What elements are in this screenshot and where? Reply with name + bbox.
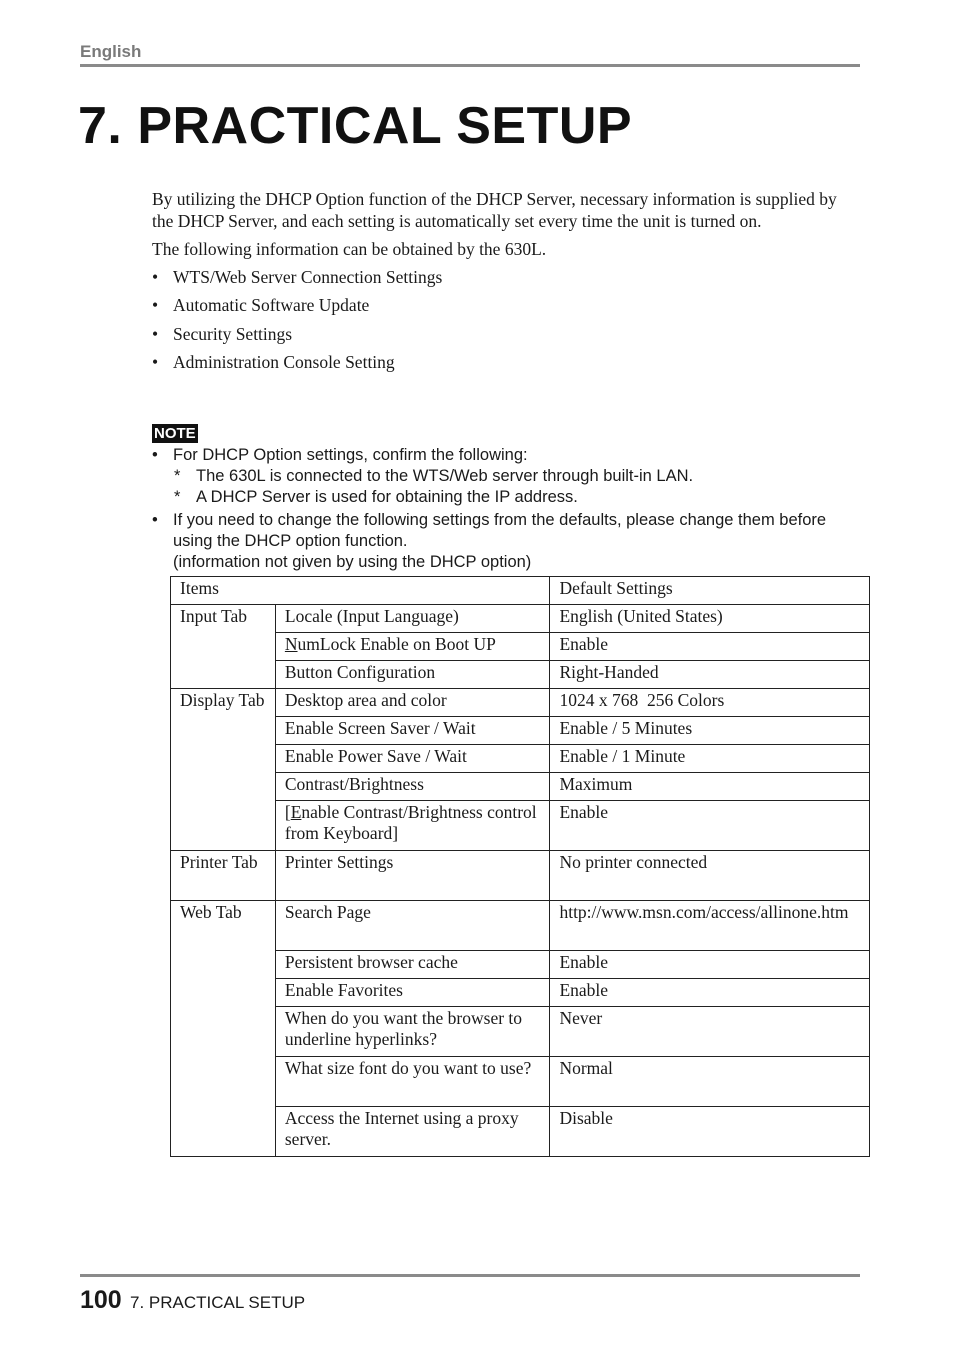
setting-name: Enable Favorites xyxy=(275,979,550,1007)
note-item: • If you need to change the following settings from the defaults, please change them before using the DHCP option function. (information not given by using the DHCP option) xyxy=(152,511,827,571)
table-row xyxy=(171,633,870,661)
setting-value: Never xyxy=(550,1007,870,1057)
list-item: • WTS/Web Server Connection Settings xyxy=(152,266,443,287)
table-row xyxy=(171,951,870,979)
header-divider xyxy=(80,64,860,67)
intro-section xyxy=(152,189,858,381)
setting-name: NumLock Enable on Boot UP xyxy=(275,633,550,661)
chapter-title: 7. PRACTICAL SETUP xyxy=(78,97,633,155)
list-item: • Administration Console Setting xyxy=(152,352,395,372)
setting-value: Enable xyxy=(550,633,870,661)
setting-value: Maximum xyxy=(550,773,870,801)
group-web-tab: Web Tab xyxy=(171,901,276,1157)
list-item: • Automatic Software Update xyxy=(152,295,370,315)
table-row xyxy=(171,901,870,951)
setting-name: When do you want the browser to underline hyperlinks? xyxy=(275,1007,550,1057)
setting-value: Right-Handed xyxy=(550,661,870,689)
footer-divider xyxy=(80,1274,860,1277)
page-number: 100 xyxy=(80,1286,122,1314)
setting-name: What size font do you want to use? xyxy=(275,1057,550,1107)
table-row xyxy=(171,745,870,773)
note-item: • For DHCP Option settings, confirm the following: xyxy=(152,446,528,464)
setting-value: Enable / 5 Minutes xyxy=(550,717,870,745)
intro-paragraph: By utilizing the DHCP Option function of the DHCP Server, necessary information is supplied by the DHCP Server, and each setting is automatically set every time the unit is turned on. xyxy=(152,189,837,231)
setting-name: Search Page xyxy=(275,901,550,951)
note-subitem: * A DHCP Server is used for obtaining the IP address. xyxy=(174,488,578,506)
header-items: Items xyxy=(171,577,550,605)
default-settings-table xyxy=(170,576,870,1157)
setting-value: 1024 x 768 256 Colors xyxy=(550,689,870,717)
setting-name: Enable Power Save / Wait xyxy=(275,745,550,773)
table-row xyxy=(171,801,870,851)
setting-value: Disable xyxy=(550,1107,870,1157)
setting-name: Contrast/Brightness xyxy=(275,773,550,801)
setting-name: Desktop area and color xyxy=(275,689,550,717)
table-row xyxy=(171,661,870,689)
setting-value: Normal xyxy=(550,1057,870,1107)
table-row xyxy=(171,773,870,801)
group-input-tab: Input Tab xyxy=(171,605,276,689)
note-subitem: * The 630L is connected to the WTS/Web server through built-in LAN. xyxy=(174,467,694,485)
info-list xyxy=(152,267,858,374)
setting-value: Enable xyxy=(550,951,870,979)
setting-value: http://www.msn.com/access/allinone.htm xyxy=(550,901,870,951)
setting-name: Access the Internet using a proxy server. xyxy=(275,1107,550,1157)
setting-name: [Enable Contrast/Brightness control from Keyboard] xyxy=(275,801,550,851)
table-row xyxy=(171,605,870,633)
table-row xyxy=(171,717,870,745)
language-label: English xyxy=(80,42,142,61)
setting-value: Enable xyxy=(550,801,870,851)
setting-name: Persistent browser cache xyxy=(275,951,550,979)
table-row xyxy=(171,689,870,717)
group-display-tab: Display Tab xyxy=(171,689,276,851)
setting-name: Enable Screen Saver / Wait xyxy=(275,717,550,745)
table-row xyxy=(171,1007,870,1057)
setting-value: Enable xyxy=(550,979,870,1007)
table-row xyxy=(171,1057,870,1107)
setting-value: No printer connected xyxy=(550,851,870,901)
table-header-row xyxy=(171,577,870,605)
setting-name: Button Configuration xyxy=(275,661,550,689)
setting-value: English (United States) xyxy=(550,605,870,633)
note-badge: NOTE xyxy=(154,425,196,442)
table-row xyxy=(171,1107,870,1157)
list-item: • Security Settings xyxy=(152,323,293,344)
setting-value: Enable / 1 Minute xyxy=(550,745,870,773)
setting-name: Printer Settings xyxy=(275,851,550,901)
info-paragraph: The following information can be obtained by the 630L. xyxy=(152,239,547,259)
table-row xyxy=(171,979,870,1007)
footer-section-title: 7. PRACTICAL SETUP xyxy=(130,1293,306,1312)
setting-name: Locale (Input Language) xyxy=(275,605,550,633)
group-printer-tab: Printer Tab xyxy=(171,851,276,901)
note-section xyxy=(152,423,858,573)
header-default-settings: Default Settings xyxy=(550,577,870,605)
table-row xyxy=(171,851,870,901)
